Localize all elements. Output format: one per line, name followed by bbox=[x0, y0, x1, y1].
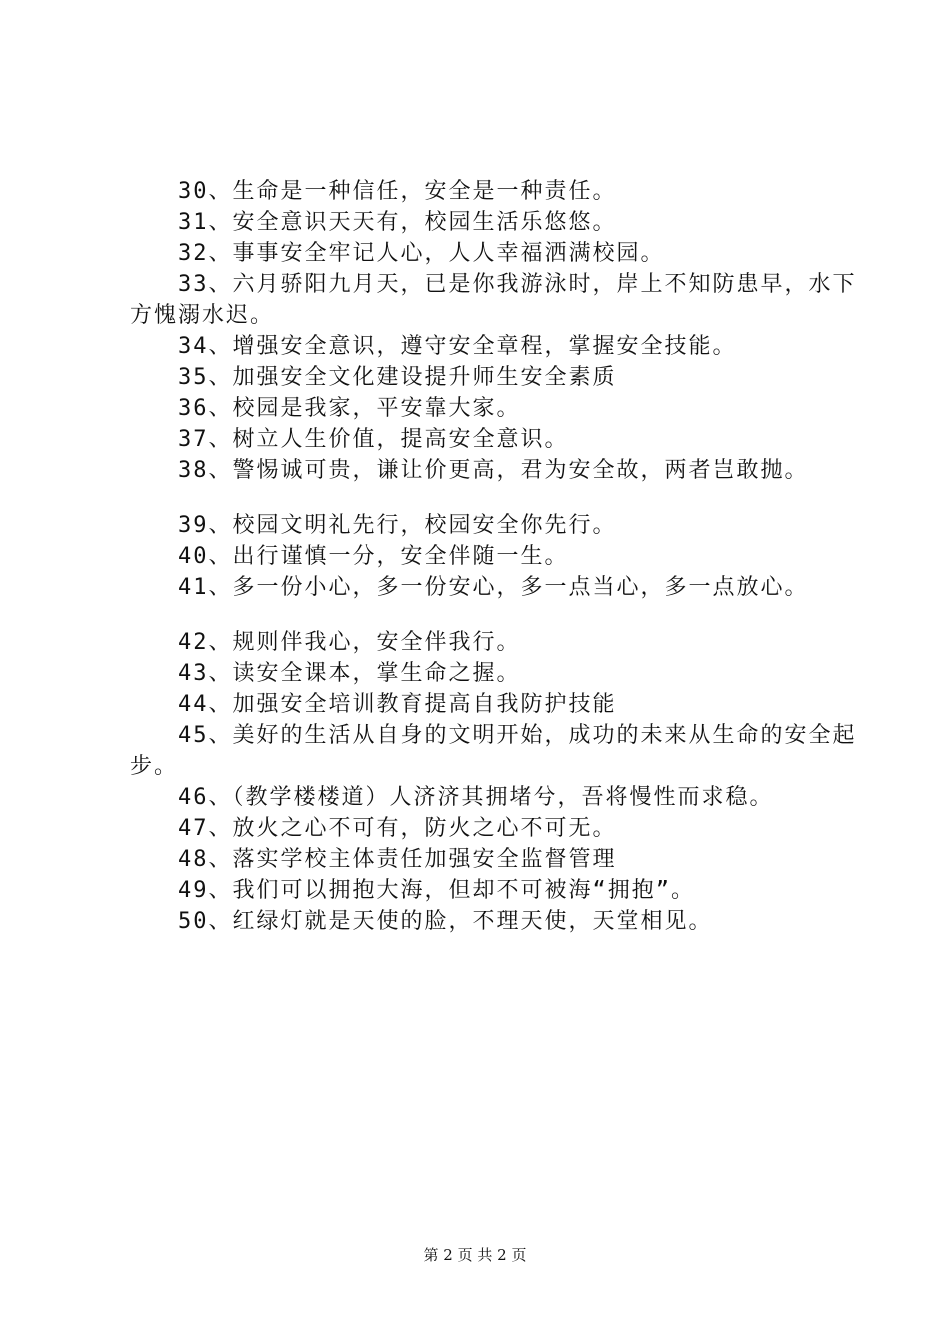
slogan-item: 38、警惕诚可贵，谦让价更高，君为安全故，两者岂敢抛。 bbox=[178, 458, 809, 483]
slogan-item: 43、读安全课本，掌生命之握。 bbox=[178, 661, 521, 686]
slogan-item: 33、六月骄阳九月天，已是你我游泳时，岸上不知防患早，水下方愧溺水迟。 bbox=[130, 272, 857, 328]
slogan-item: 40、出行谨慎一分，安全伴随一生。 bbox=[178, 544, 569, 569]
slogan-item: 30、生命是一种信任，安全是一种责任。 bbox=[178, 179, 617, 204]
slogan-item: 41、多一份小心，多一份安心，多一点当心，多一点放心。 bbox=[178, 575, 809, 600]
slogan-list bbox=[130, 176, 870, 937]
slogan-item: 31、安全意识天天有，校园生活乐悠悠。 bbox=[178, 210, 617, 235]
slogan-item: 46、（教学楼楼道）人济济其拥堵兮，吾将慢性而求稳。 bbox=[178, 785, 774, 810]
slogan-item: 45、美好的生活从自身的文明开始，成功的未来从生命的安全起步。 bbox=[130, 723, 857, 779]
slogan-item: 39、校园文明礼先行，校园安全你先行。 bbox=[178, 513, 617, 538]
slogan-item: 47、放火之心不可有，防火之心不可无。 bbox=[178, 816, 617, 841]
slogan-item: 36、校园是我家，平安靠大家。 bbox=[178, 396, 521, 421]
slogan-item: 44、加强安全培训教育提高自我防护技能 bbox=[178, 692, 617, 717]
slogan-item: 42、规则伴我心，安全伴我行。 bbox=[178, 630, 521, 655]
page-number-footer: 第 2 页 共 2 页 bbox=[423, 1246, 527, 1264]
slogan-item: 35、加强安全文化建设提升师生安全素质 bbox=[178, 365, 617, 390]
slogan-item: 49、我们可以拥抱大海，但却不可被海“拥抱”。 bbox=[178, 878, 695, 903]
slogan-item: 32、事事安全牢记人心，人人幸福洒满校园。 bbox=[178, 241, 665, 266]
slogan-item: 50、红绿灯就是天使的脸，不理天使，天堂相见。 bbox=[178, 909, 713, 934]
slogan-item: 37、树立人生价值，提高安全意识。 bbox=[178, 427, 569, 452]
slogan-item: 34、增强安全意识，遵守安全章程，掌握安全技能。 bbox=[178, 334, 737, 359]
slogan-item: 48、落实学校主体责任加强安全监督管理 bbox=[178, 847, 617, 872]
